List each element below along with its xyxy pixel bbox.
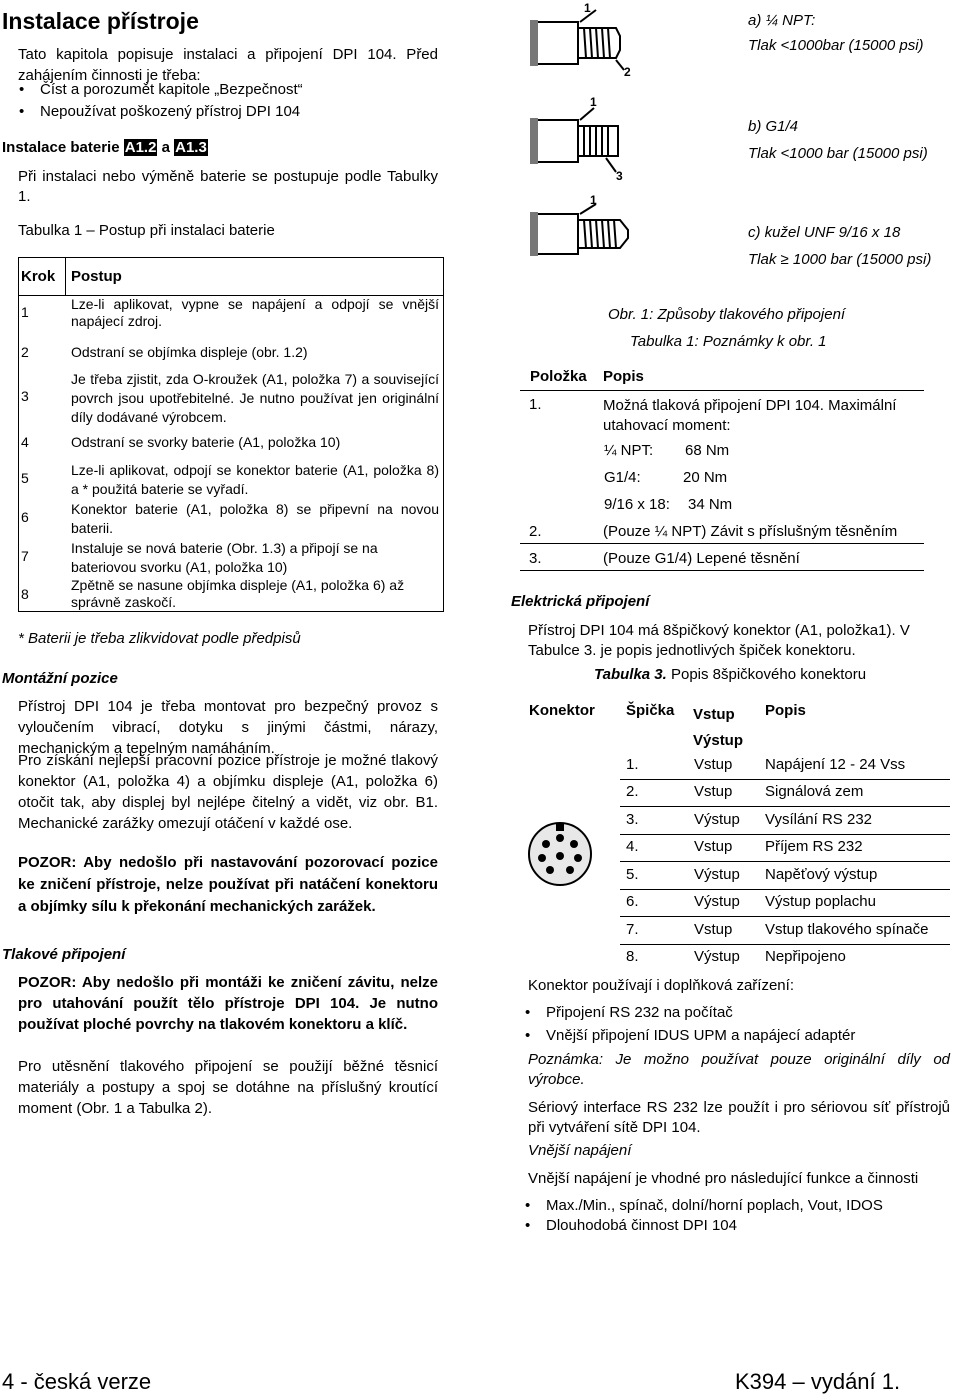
pin-desc: Signálová zem: [765, 783, 864, 800]
ref-a1-2-link[interactable]: A1.2: [124, 139, 157, 156]
step-text: Lze-li aplikovat, odpojí se konektor baterie (A1, položka 8) a * použitá baterie se vyřadí.: [71, 462, 439, 497]
pin-io: Vstup: [694, 756, 733, 773]
footer-right: K394 – vydání 1.: [735, 1369, 901, 1394]
pin-number: 3.: [626, 811, 639, 828]
step-text: Odstraní se objímka displeje (obr. 1.2): [71, 344, 308, 360]
note-paragraph: Poznámka: Je možno používat pouze originální díly od výrobce.: [528, 1051, 950, 1088]
step-text: Konektor baterie (A1, položka 8) se připevní na novou baterii.: [71, 501, 439, 536]
battery-intro: Při instalaci nebo výměně baterie se postupuje podle Tabulky 1.: [18, 168, 438, 205]
pressure-heading: Tlakové připojení: [2, 946, 126, 963]
ref-a1-3-link[interactable]: A1.3: [175, 139, 207, 156]
pin-io: Vstup: [694, 783, 733, 800]
elec-paragraph: Přístroj DPI 104 má 8špičkový konektor (A1, položka1). V Tabulce 3. je popis jednotlivých špiček konektoru.: [528, 622, 910, 659]
fitting-b-detail: Tlak <1000 bar (15000 psi): [748, 145, 928, 162]
fitting-a-drawing: [520, 0, 660, 80]
pin-number: 5.: [626, 866, 639, 883]
note-item-number: 3.: [529, 550, 542, 567]
mount-paragraph-2: Pro získání nejlepší pracovní pozice přístroje je možné tlakový konektor (A1, položka 4) a objímku displeje (A1, položka 6) otočit tak, aby displej byl nejlépe čitelný a vidět, viz obr. B1. Mechanické zarážky omezují otáčení v každé ose.: [18, 752, 438, 832]
pin-desc: Napěťový výstup: [765, 866, 878, 883]
pin-desc: Vstup tlakového spínače: [765, 921, 929, 938]
step-number: 1: [21, 304, 29, 320]
step-text: Instaluje se nová baterie (Obr. 1.3) a připojí se na bateriovou svorku (A1, položka 10): [71, 540, 378, 575]
col-header-pin: Špička: [626, 702, 675, 719]
intro-bullet: • Číst a porozumět kapitole „Bezpečnost“: [40, 81, 303, 98]
col-header-step: Krok: [21, 268, 56, 285]
mount-warning: POZOR: Aby nedošlo při nastavování pozorovací pozice ke zničení přístroje, nelze používat při natáčení konektoru a objímky sílu k překonání mechanických zarážek.: [18, 854, 438, 915]
step-text: Odstraní se svorky baterie (A1, položka 10): [71, 434, 341, 450]
ext-power-heading: Vnější napájení: [528, 1142, 632, 1159]
fitting-label: 1: [590, 193, 597, 207]
accessory-item: • Připojení RS 232 na počítač: [546, 1004, 733, 1021]
notes-col-item: Položka: [530, 368, 587, 385]
step-text: Zpětně se nasune objímka displeje (A1, položka 6) až správně zaskočí.: [71, 577, 405, 610]
note-item-text: (Pouze ¼ NPT) Závit s příslušným těsněním: [603, 523, 898, 540]
col-header-procedure: Postup: [71, 268, 122, 285]
intro-paragraph: Tato kapitola popisuje instalaci a připojení DPI 104. Před zahájením činnosti je třeba:: [18, 46, 438, 84]
notes-rule: [520, 543, 924, 544]
notes-rule: [520, 570, 924, 571]
pin-row: [620, 862, 950, 890]
note-item-number: 2.: [529, 523, 542, 540]
pin-row: [620, 890, 950, 917]
col-header-io: Vstup Výstup: [693, 706, 744, 749]
fitting-label: 3: [616, 169, 623, 182]
pin-desc: Výstup poplachu: [765, 893, 876, 910]
pin-io: Výstup: [694, 948, 740, 965]
battery-table: [18, 257, 444, 612]
pin-number: 6.: [626, 893, 639, 910]
battery-heading-and: a: [157, 139, 175, 156]
fitting-a-detail: Tlak <1000bar (15000 psi): [748, 37, 924, 54]
pin-desc: Vysílání RS 232: [765, 811, 872, 828]
torque-label: 9/16 x 18:: [604, 496, 670, 513]
step-number: 5: [21, 470, 29, 486]
pin-row: [620, 945, 950, 971]
step-number: 6: [21, 509, 29, 525]
col-header-connector: Konektor: [529, 702, 595, 719]
torque-value: 20 Nm: [683, 469, 728, 486]
pin-row: [620, 835, 950, 862]
accessory-item: • Vnější připojení IDUS UPM a napájecí adaptér: [546, 1027, 855, 1044]
step-text: Je třeba zjistit, zda O-kroužek (A1, položka 7) a související povrch jsou upotřebitelné. Je nutno používat jen originální díly dodávané výrobcem.: [71, 371, 439, 425]
ext-power-bullet: • Max./Min., spínač, dolní/horní poplach, Vout, IDOS: [546, 1197, 883, 1214]
caption-bold: Tabulka 3.: [594, 666, 667, 683]
pin-number: 4.: [626, 838, 639, 855]
page-title: Instalace přístroje: [2, 8, 199, 34]
battery-table-caption: Tabulka 1 – Postup při instalaci baterie: [18, 222, 275, 239]
torque-label: G1/4:: [604, 469, 641, 486]
battery-heading-text: Instalace baterie: [2, 139, 124, 156]
pin-number: 8.: [626, 948, 639, 965]
pin-io: Výstup: [694, 811, 740, 828]
step-number: 4: [21, 434, 29, 450]
fitting-label: 1: [590, 95, 597, 109]
pin-row: [620, 752, 950, 780]
caption-text: Popis 8špičkového konektoru: [666, 666, 867, 683]
footer-left: 4 - česká verze: [2, 1369, 152, 1394]
pin-row: [620, 917, 950, 945]
ext-power-text: Vnější napájení je vhodné pro následující funkce a činnosti: [528, 1170, 919, 1187]
pin-number: 7.: [626, 921, 639, 938]
step-number: 7: [21, 548, 29, 564]
accessories-intro: Konektor používají i doplňková zařízení:: [528, 977, 794, 994]
fitting-a-title: a) ¼ NPT:: [748, 12, 816, 29]
serial-paragraph: Sériový interface RS 232 lze použít i pro sériovou síť přístrojů při vytváření sítě DPI 104.: [528, 1099, 950, 1136]
mount-heading: Montážní pozice: [2, 670, 118, 687]
fitting-label: 1: [584, 1, 591, 15]
connector-pinout-icon: [526, 820, 594, 888]
pressure-paragraph: Pro utěsnění tlakového připojení se použijí běžné těsnicí materiály a postupy a spoj se dotáhne na příslušný kroutící moment (Obr. 1 a Tabulka 2).: [18, 1058, 438, 1117]
note-item-text: Možná tlaková připojení DPI 104. Maximální utahovací moment:: [603, 397, 897, 434]
pin-desc: Příjem RS 232: [765, 838, 863, 855]
battery-heading: [2, 139, 208, 156]
pin-number: 2.: [626, 783, 639, 800]
pin-row: [620, 807, 950, 835]
pin-desc: Napájení 12 - 24 Vss: [765, 756, 906, 773]
battery-table-divider: [65, 258, 66, 295]
torque-value: 68 Nm: [685, 442, 730, 459]
note-item-text: (Pouze G1/4) Lepené těsnění: [603, 550, 800, 567]
pin-row: [620, 780, 950, 807]
figure-caption: Obr. 1: Způsoby tlakového připojení: [608, 306, 846, 323]
battery-footnote: * Baterii je třeba zlikvidovat podle předpisů: [18, 630, 301, 647]
pin-io: Výstup: [694, 866, 740, 883]
ext-power-bullet: • Dlouhodobá činnost DPI 104: [546, 1217, 737, 1234]
torque-label: ¼ NPT:: [604, 442, 654, 459]
note-item-number: 1.: [529, 396, 542, 413]
pin-io: Výstup: [694, 893, 740, 910]
mount-paragraph-1: Přístroj DPI 104 je třeba montovat pro bezpečný provoz s vyloučením vibrací, dotyku s jinými částmi, nárazy, mechanickým a tepelným namáháním.: [18, 698, 438, 757]
notes-col-desc: Popis: [603, 368, 644, 385]
step-number: 3: [21, 388, 29, 404]
fitting-c-title: c) kužel UNF 9/16 x 18: [748, 224, 901, 241]
col-header-desc: Popis: [765, 702, 806, 719]
pin-io: Vstup: [694, 921, 733, 938]
elec-heading: Elektrická připojení: [511, 593, 650, 610]
step-number: 8: [21, 586, 29, 602]
pin-desc: Nepřipojeno: [765, 948, 846, 965]
fitting-b-drawing: [520, 92, 660, 182]
fitting-b-title: b) G1/4: [748, 118, 799, 135]
pin-number: 1.: [626, 756, 639, 773]
notes-caption: Tabulka 1: Poznámky k obr. 1: [630, 333, 827, 350]
connector-table-caption: [594, 666, 866, 683]
step-text: Lze-li aplikovat, vypne se napájení a odpojí se vnější napájecí zdroj.: [71, 296, 439, 329]
pressure-warning: POZOR: Aby nedošlo při montáži ke zničení závitu, nelze pro utahování použít tělo přístroje DPI 104. Je nutno používat ploché povrchy na tlakovém konektoru a klíč.: [18, 974, 438, 1033]
fitting-c-detail: Tlak ≥ 1000 bar (15000 psi): [748, 251, 932, 268]
pin-io: Vstup: [694, 838, 733, 855]
fitting-label: 2: [624, 65, 631, 79]
notes-header-rule: [520, 390, 924, 391]
fitting-c-drawing: [520, 190, 660, 270]
torque-value: 34 Nm: [688, 496, 733, 513]
intro-bullet: • Nepoužívat poškozený přístroj DPI 104: [40, 103, 300, 120]
step-number: 2: [21, 344, 29, 360]
